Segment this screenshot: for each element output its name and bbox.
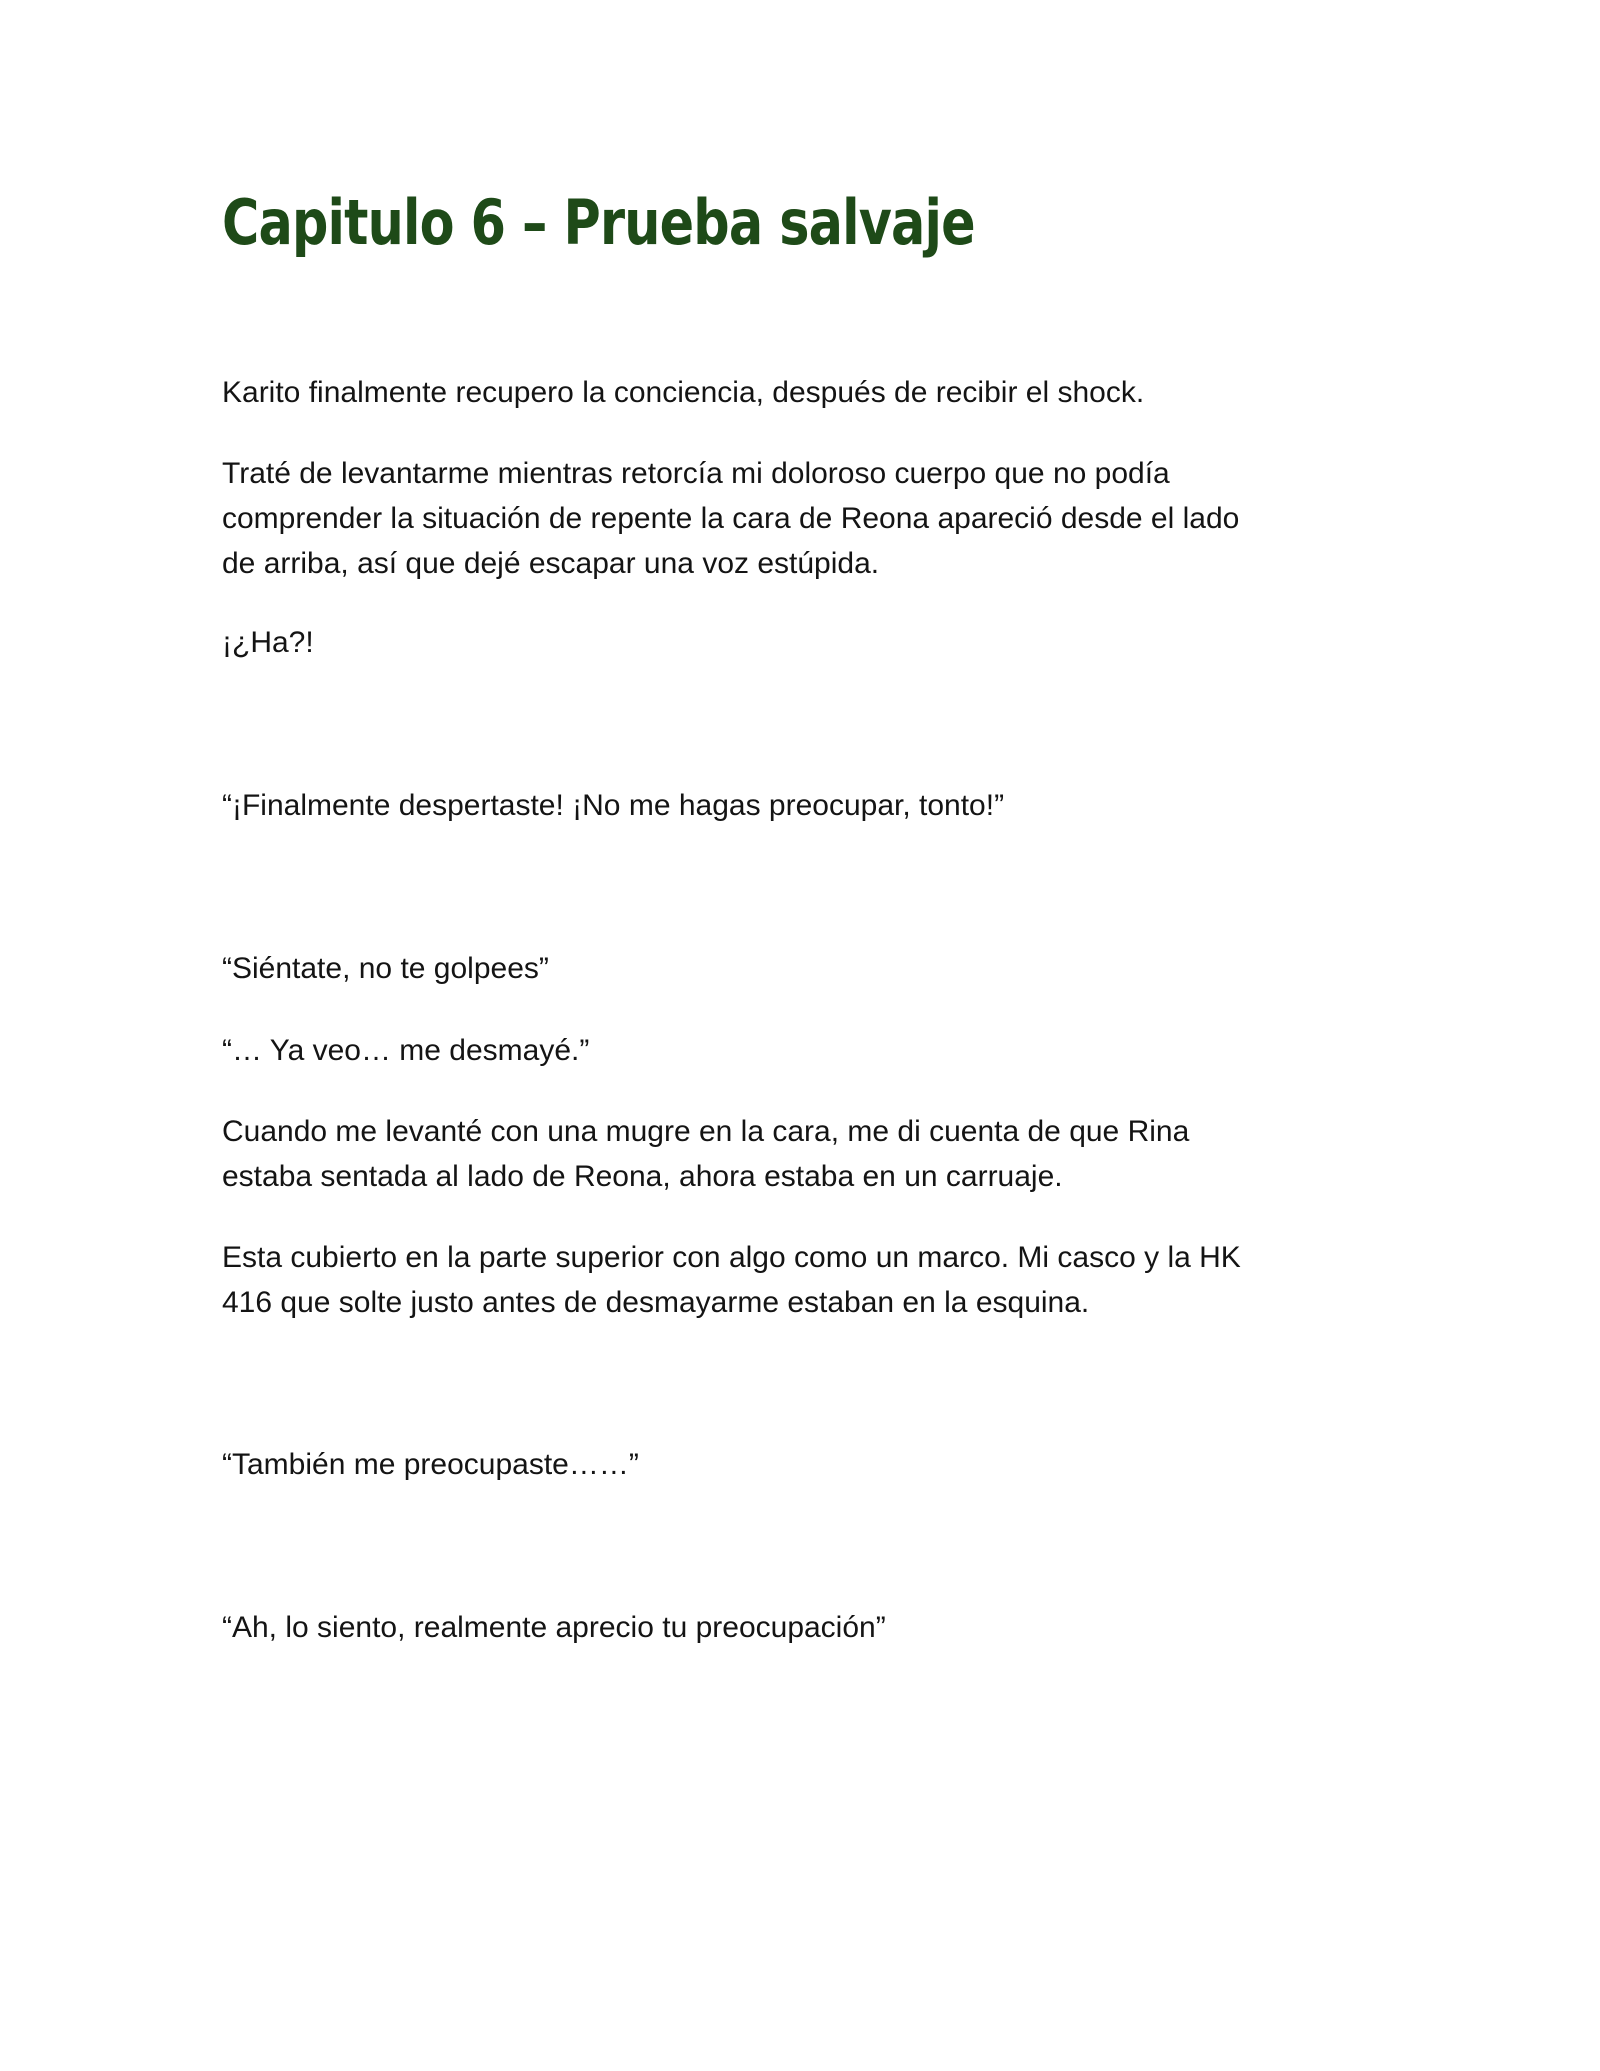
paragraph-1 (222, 370, 1382, 415)
paragraph-line: de arriba, así que dejé escapar una voz estúpida. (222, 547, 880, 580)
paragraph-5 (222, 946, 1382, 991)
chapter-title: Capitulo 6 – Prueba salvaje (222, 186, 975, 259)
paragraph-line: 416 que solte justo antes de desmayarme estaban en la esquina. (222, 1286, 1090, 1319)
paragraph-10 (222, 1605, 1382, 1650)
paragraph-3 (222, 620, 1382, 665)
paragraph-line: comprender la situación de repente la cara de Reona apareció desde el lado (222, 502, 1240, 535)
paragraph-9 (222, 1442, 1382, 1487)
paragraph-6 (222, 1028, 1382, 1073)
paragraph-line: “Ah, lo siento, realmente aprecio tu preocupación” (222, 1611, 886, 1644)
paragraph-line: Traté de levantarme mientras retorcía mi doloroso cuerpo que no podía (222, 457, 1170, 490)
paragraph-line: “También me preocupaste……” (222, 1448, 639, 1481)
paragraph-line: “… Ya veo… me desmayé.” (222, 1034, 590, 1067)
paragraph-7 (222, 1109, 1382, 1199)
paragraph-4 (222, 783, 1382, 828)
paragraph-line: Esta cubierto en la parte superior con algo como un marco. Mi casco y la HK (222, 1241, 1241, 1274)
paragraph-line: Karito finalmente recupero la conciencia, después de recibir el shock. (222, 376, 1145, 409)
paragraph-line: “¡Finalmente despertaste! ¡No me hagas preocupar, tonto!” (222, 789, 1005, 822)
paragraph-line: ¡¿Ha?! (222, 626, 314, 659)
paragraph-line: estaba sentada al lado de Reona, ahora estaba en un carruaje. (222, 1160, 1063, 1193)
paragraph-line: Cuando me levanté con una mugre en la cara, me di cuenta de que Rina (222, 1115, 1190, 1148)
paragraph-8 (222, 1235, 1382, 1325)
paragraph-line: “Siéntate, no te golpees” (222, 952, 549, 985)
paragraph-2 (222, 451, 1382, 586)
